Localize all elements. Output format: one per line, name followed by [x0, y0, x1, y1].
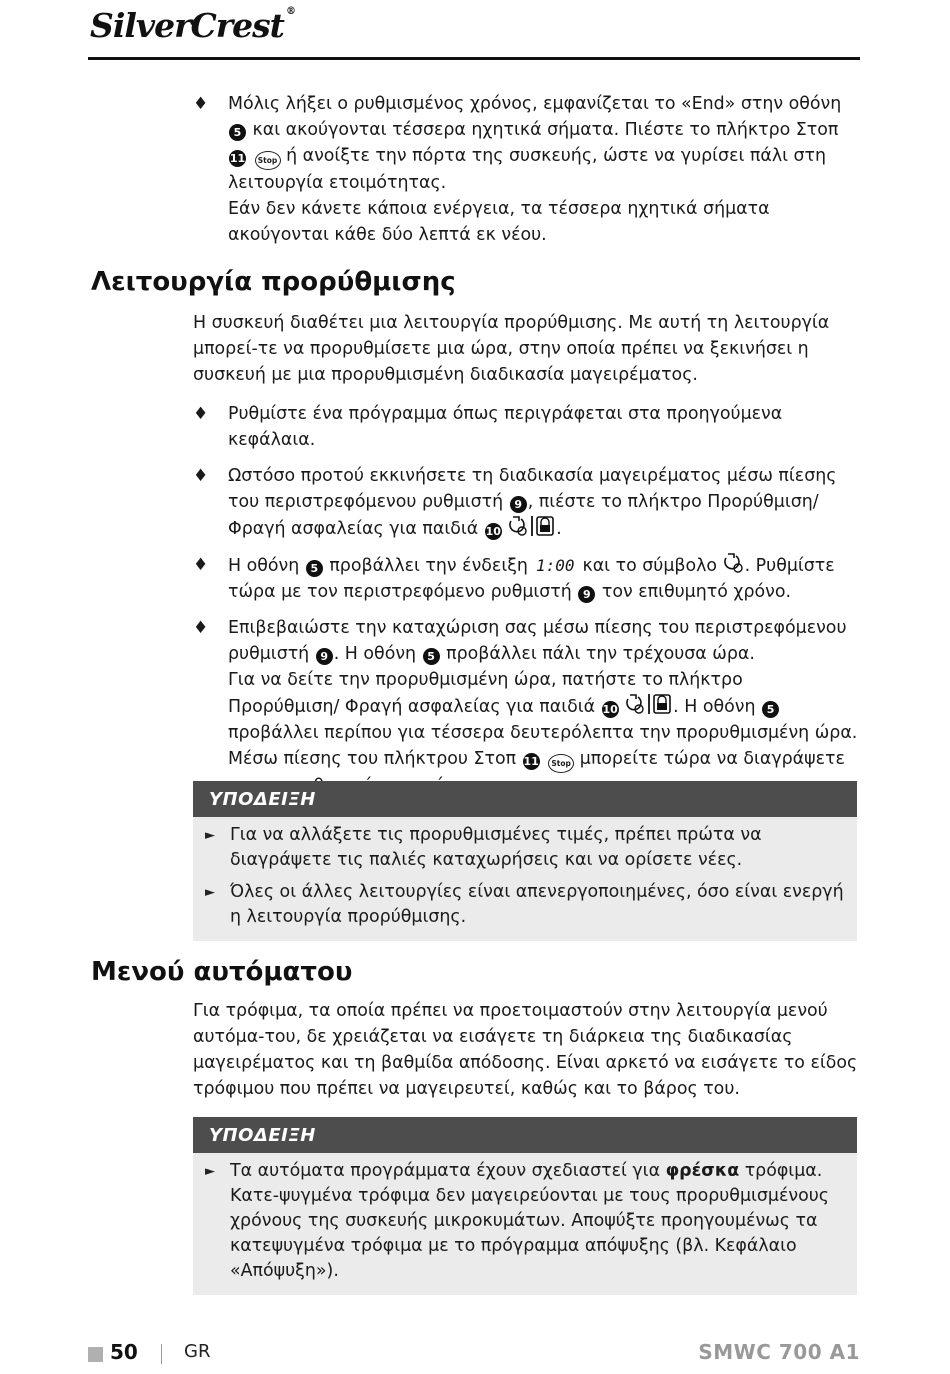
section-title-preset: Λειτουργία προρύθμισης — [91, 267, 456, 297]
number-11-icon: 11 — [229, 152, 246, 165]
bullet-text: Μόλις λήξει ο ρυθμισμένος χρόνος, εμφανίζεται το «End» στην οθόνη 5 και ακούγονται τέσσερα ηχητικά σήματα. Πιέστε το πλήκτρο Στοπ 11 Stop ή ανοίξτε την πόρτα της συσκευής, ώστε να γυρίσει πάλι στη λειτουργία ετοιμότητας. — [228, 94, 842, 193]
note-heading: ΥΠΟΔΕΙΞΗ — [193, 1117, 857, 1153]
auto-menu-intro: Για τρόφιμα, τα οποία πρέπει να προετοιμαστούν στην λειτουργία μενού αυτόμα-του, δε χρειάζεται να εισάγετε τη διάρκεια της διαδικασίας μαγειρέματος και τη βαθμίδα απόδοσης. Είναι αρκετό να εισάγετε το είδος τρόφιμου που πρέπει να μαγειρευτεί, καθώς και το βάρος του. — [193, 1001, 858, 1099]
emphasis-text: φρέσκα — [665, 1161, 740, 1181]
number-9-icon: 9 — [578, 586, 595, 603]
header-rule — [88, 57, 860, 60]
arrow-bullet-icon: ► — [205, 1164, 215, 1179]
number-10-icon: 10 — [602, 703, 618, 716]
model-number: SMWC 700 A1 — [698, 1340, 860, 1364]
language-code: GR — [184, 1341, 211, 1362]
bullet-extra-text: Εάν δεν κάνετε κάποια ενέργεια, τα τέσσερα ηχητικά σήματα ακούγονται κάθε δύο λεπτά εκ νέου. — [228, 199, 770, 245]
number-9-icon: 9 — [510, 496, 527, 513]
diamond-bullet-icon: ♦ — [193, 618, 209, 638]
preset-clock-icon — [723, 552, 745, 574]
list-item: ♦ Ωστόσο προτού εκκινήσετε τη διαδικασία μαγειρέματος μέσω πίεσης του περιστρεφόμενου ρυθμιστή 9 , πιέστε το πλήκτρο Προρύθμιση/Φραγή ασφαλείας για παιδιά 10 . — [193, 463, 858, 542]
note-item: ► Όλες οι άλλες λειτουργίες είναι απενεργοποιημένες, όσο είναι ενεργή η λειτουργία προρύθμισης. — [205, 882, 844, 927]
diamond-bullet-icon: ♦ — [193, 466, 209, 486]
lcd-reading: 1:00 — [535, 556, 575, 575]
stop-icon: Stop — [255, 151, 281, 170]
note-box-preset — [193, 781, 857, 941]
number-5-icon: 5 — [423, 648, 440, 665]
preset-bullet-list — [193, 401, 858, 799]
number-10-icon: 10 — [485, 525, 501, 538]
top-bullet-list — [193, 91, 858, 248]
preset-lock-symbol-icon — [625, 693, 673, 715]
diamond-bullet-icon: ♦ — [193, 555, 209, 575]
note-heading: ΥΠΟΔΕΙΞΗ — [193, 781, 857, 817]
brand-name: SilverCrest — [90, 6, 284, 45]
list-item — [193, 91, 858, 248]
list-item: ♦ Επιβεβαιώστε την καταχώριση σας μέσω πίεσης του περιστρεφόμενου ρυθμιστή 9 . Η οθόνη 5 προβάλλει πάλι την τρέχουσα ώρα. Για να δείτε την προρυθμισμένη ώρα, πατήστε το πλήκτρο Προρύθμιση/ Φραγή ασφαλείας για παιδιά 10 . Η οθόνη 5 προβάλλει περίπου για τέσσερα δευτερόλεπτα την προρυθμισμένη ώρα. Μέσω πίεσης του πλήκτρου Στοπ 11 Stop μπορείτε τώρα να διαγράψετε — [193, 615, 858, 799]
list-item: ♦ Η οθόνη 5 προβάλλει την ένδειξη 1:00 και το σύμβολο . Ρυθμίστε τώρα με τον περιστρεφόμενο ρυθμιστή 9 τον επιθυμητό χρόνο. — [193, 552, 858, 605]
number-5-icon: 5 — [229, 124, 246, 141]
footer-square-icon — [88, 1347, 103, 1362]
footer-divider — [161, 1344, 162, 1364]
note-item: ► Για να αλλάξετε τις προρυθμισμένες τιμές, πρέπει πρώτα να διαγράψετε τις παλιές καταχωρήσεις και να ορίσετε νέες. — [205, 825, 762, 870]
number-11-icon: 11 — [523, 755, 539, 768]
note-box-auto-menu — [193, 1117, 857, 1295]
number-5-icon: 5 — [762, 701, 779, 718]
note-item: ► Τα αυτόματα προγράμματα έχουν σχεδιαστεί για φρέσκα τρόφιμα. Κατε-ψυγμένα τρόφιμα δεν μαγειρεύονται με τους προρυθμισμένους χρόνους της συσκευής μικροκυμάτων. Αποψύξτε προηγουμένως τα κατεψυγμένα τρόφιμα με το πρόγραμμα απόψυξης (βλ. Κεφάλαιο «Απόψυξη»). — [205, 1161, 830, 1281]
diamond-bullet-icon: ♦ — [193, 404, 209, 424]
registered-mark: ® — [285, 6, 295, 17]
number-9-icon: 9 — [316, 648, 333, 665]
page-number: 50 — [110, 1340, 138, 1364]
stop-icon: Stop — [548, 754, 574, 773]
page-footer — [88, 1340, 860, 1370]
number-5-icon: 5 — [306, 560, 323, 577]
arrow-bullet-icon: ► — [205, 828, 215, 843]
preset-intro: Η συσκευή διαθέτει μια λειτουργία προρύθμισης. Με αυτή τη λειτουργία μπορεί-τε να προρυθμίσετε μια ώρα, στην οποία πρέπει να ξεκινήσει η συσκευή με μια προρυθμισμένη διαδικασία μαγειρέματος. — [193, 313, 830, 385]
arrow-bullet-icon: ► — [205, 885, 215, 900]
preset-lock-symbol-icon — [508, 515, 556, 537]
list-item: ♦ Ρυθμίστε ένα πρόγραμμα όπως περιγράφεται στα προηγούμενα κεφάλαια. — [193, 401, 858, 453]
brand-logo — [90, 6, 295, 45]
section-title-auto-menu: Μενού αυτόματου — [91, 957, 353, 987]
diamond-bullet-icon: ♦ — [193, 94, 209, 114]
